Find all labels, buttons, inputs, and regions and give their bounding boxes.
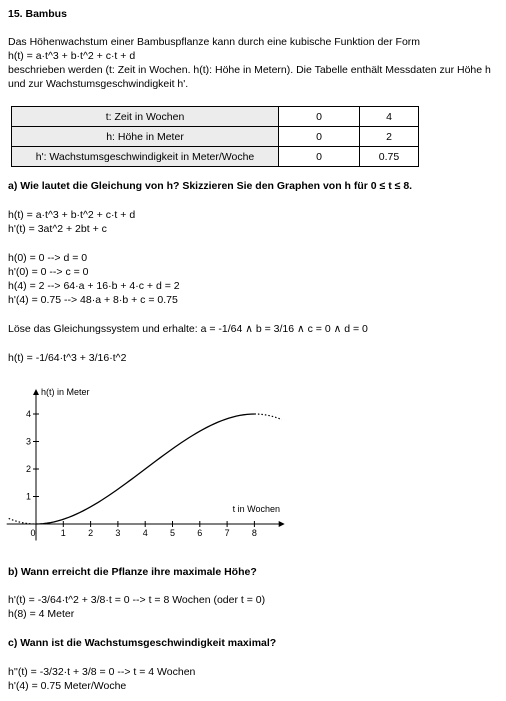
table-cell: t: Zeit in Wochen: [12, 107, 279, 127]
y-tick-label: 2: [25, 464, 31, 474]
function-graph: [0, 378, 300, 550]
measurement-table: [11, 106, 419, 167]
table-cell: 2: [360, 127, 419, 147]
x-tick-label: 5: [169, 528, 176, 538]
y-tick-label: 4: [25, 409, 31, 419]
answer-line: h'(4) = 0.75 Meter/Woche: [8, 680, 127, 692]
condition-line: h'(4) = 0.75 --> 48·a + 8·b + c = 0.75: [8, 294, 178, 306]
x-tick-label: 8: [251, 528, 257, 538]
intro-line-4: und zur Wachstumsgeschwindigkeit h'.: [8, 78, 189, 90]
x-tick-label: 2: [88, 528, 94, 538]
condition-line: h(0) = 0 --> d = 0: [8, 252, 88, 264]
table-cell: 4: [360, 107, 419, 127]
part-a-heading: a) Wie lautet die Gleichung von h? Skizzieren Sie den Graphen von h für 0 ≤ t ≤ 8.: [8, 180, 413, 192]
answer-line: h(8) = 4 Meter: [8, 608, 75, 620]
solution-line: Löse das Gleichungssystem und erhalte: a = -1/64 ∧ b = 3/16 ∧ c = 0 ∧ d = 0: [8, 323, 368, 335]
condition-line: h(4) = 2 --> 64·a + 16·b + 4·c + d = 2: [8, 280, 180, 292]
condition-line: h'(0) = 0 --> c = 0: [8, 266, 89, 278]
function-curve: [36, 414, 254, 524]
x-tick-label: 0: [30, 528, 36, 538]
exercise-title: 15. Bambus: [8, 8, 67, 20]
x-tick-label: 1: [60, 528, 66, 538]
curve-dotted-right: [254, 414, 281, 420]
intro-line-3: beschrieben werden (t: Zeit in Wochen. h(t): Höhe in Metern). Die Tabelle enthält Messdaten zur Höhe h: [8, 64, 491, 76]
equation-line: h'(t) = 3at^2 + 2bt + c: [8, 223, 107, 235]
table-cell: h': Wachstumsgeschwindigkeit in Meter/Woche: [12, 147, 279, 167]
x-tick-label: 6: [197, 528, 203, 538]
x-tick-label: 3: [115, 528, 121, 538]
table-cell: 0: [279, 147, 360, 167]
intro-line-1: Das Höhenwachstum einer Bambuspflanze kann durch eine kubische Funktion der Form: [8, 36, 421, 48]
table-row: [12, 107, 419, 127]
y-tick-label: 1: [25, 491, 31, 502]
table-row: [12, 147, 419, 167]
table-cell: 0: [279, 127, 360, 147]
table-cell: h: Höhe in Meter: [12, 127, 279, 147]
table-row: [12, 127, 419, 147]
answer-line: h''(t) = -3/32·t + 3/8 = 0 --> t = 4 Wochen: [8, 666, 196, 678]
table-cell: 0: [279, 107, 360, 127]
answer-line: h'(t) = -3/64·t^2 + 3/8·t = 0 --> t = 8 Wochen (oder t = 0): [8, 594, 266, 606]
y-axis-label: h(t) in Meter: [41, 387, 90, 397]
equation-line: h(t) = a·t^3 + b·t^2 + c·t + d: [8, 209, 136, 221]
table-cell: 0.75: [360, 147, 419, 167]
intro-line-2: h(t) = a·t^3 + b·t^2 + c·t + d: [8, 50, 136, 62]
part-b-heading: b) Wann erreicht die Pflanze ihre maximale Höhe?: [8, 566, 257, 578]
x-tick-label: 4: [142, 528, 148, 538]
y-tick-label: 3: [25, 436, 31, 447]
x-axis-label: t in Wochen: [232, 504, 280, 514]
part-c-heading: c) Wann ist die Wachstumsgeschwindigkeit maximal?: [8, 637, 277, 649]
x-tick-label: 7: [224, 528, 230, 538]
curve-dotted-left: [9, 518, 36, 524]
result-line: h(t) = -1/64·t^3 + 3/16·t^2: [8, 352, 127, 364]
